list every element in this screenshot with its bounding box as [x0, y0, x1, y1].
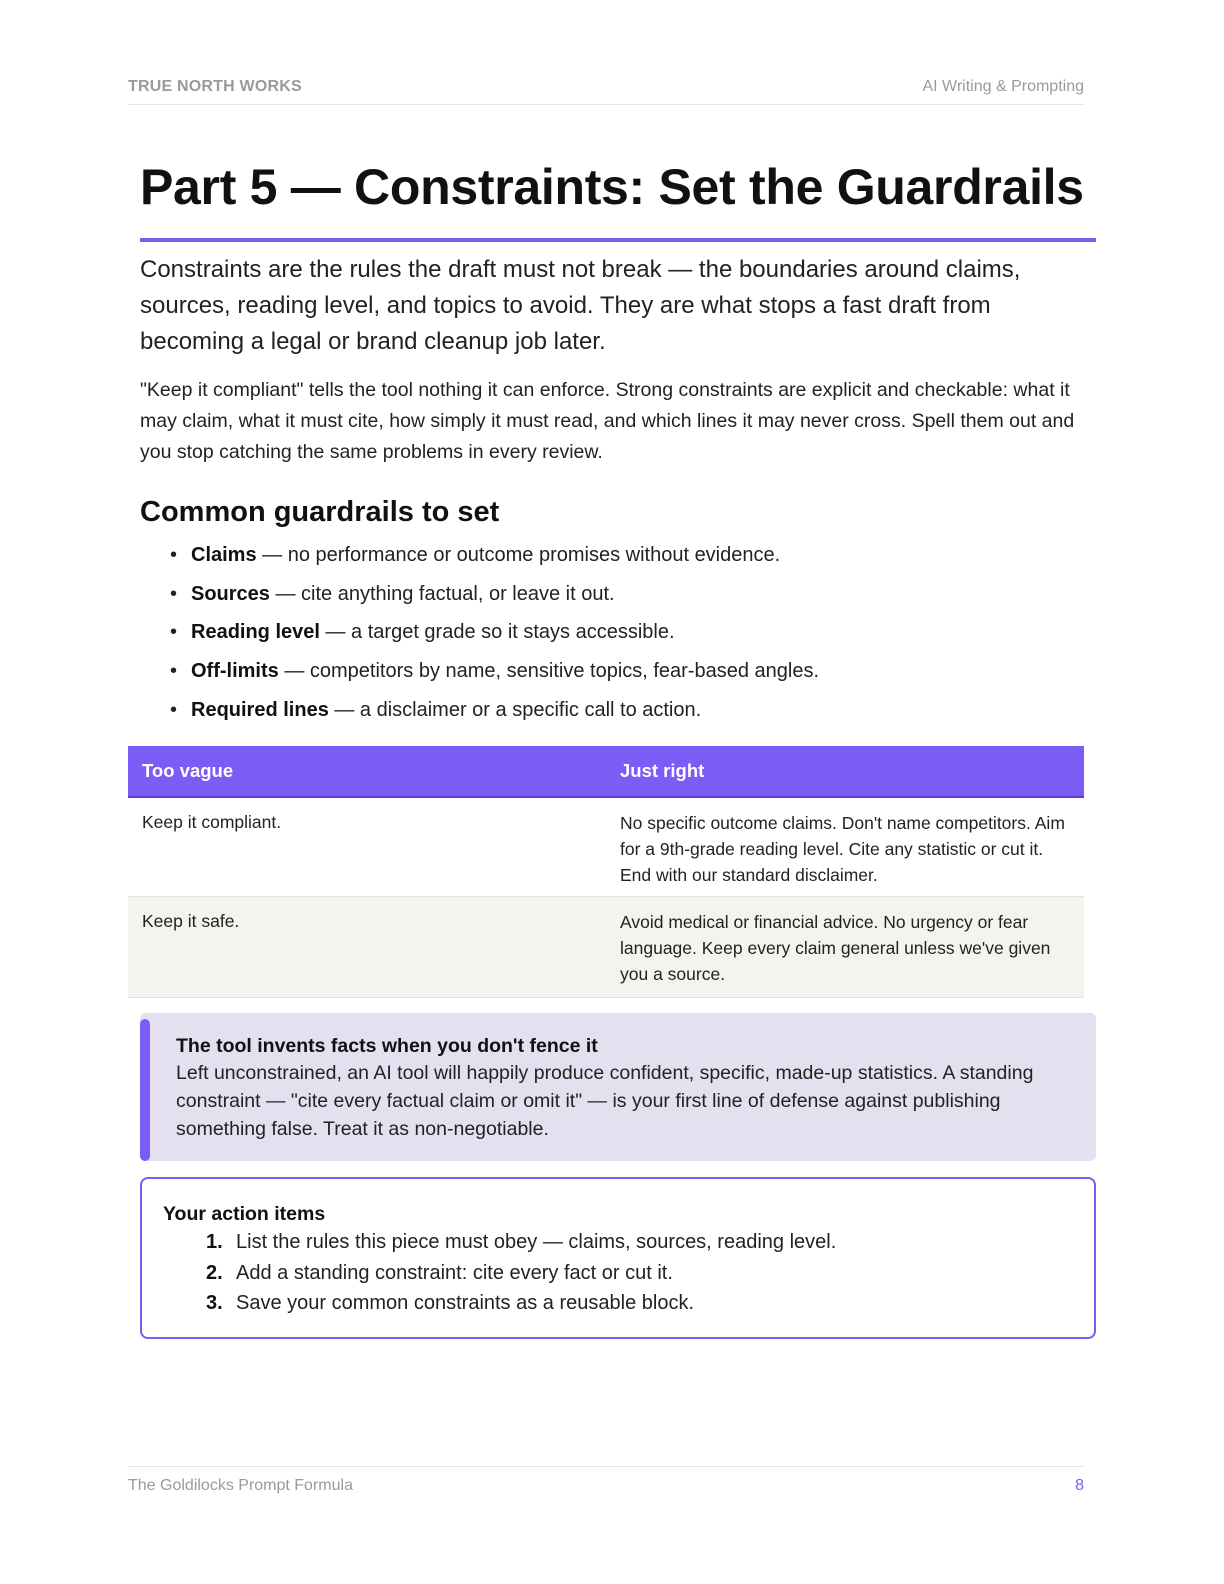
table-cell: Keep it compliant.	[142, 812, 282, 832]
action-items-box	[140, 1177, 1096, 1339]
callout-title: The tool invents facts when you don't fence it	[176, 1035, 598, 1057]
table-cell: Avoid medical or financial advice. No urgency or fear language. Keep every claim general unless we've given you a source.	[620, 912, 1051, 984]
comparison-table	[128, 746, 1084, 998]
callout-body: Left unconstrained, an AI tool will happily produce confident, specific, made-up statistics. A standing constraint — "cite every factual claim or omit it" — is your first line of defense against publishing something false. Treat it as non-negotiable.	[176, 1062, 1034, 1140]
item-text: — competitors by name, sensitive topics, fear-based angles.	[278, 660, 820, 683]
item-text: — cite anything factual, or leave it out.	[269, 582, 615, 605]
running-footer	[128, 1466, 1084, 1494]
item-text: — a target grade so it stays accessible.	[319, 621, 675, 644]
brand-name: TRUE NORTH WORKS	[128, 78, 302, 95]
column-header-too-vague: Too vague	[142, 760, 234, 781]
item-term: Off-limits	[191, 660, 279, 683]
list-item	[170, 543, 819, 582]
item-text: — no performance or outcome promises without evidence.	[256, 544, 781, 566]
item-number: 1.	[206, 1231, 223, 1253]
page-number: 8	[1075, 1477, 1084, 1494]
item-term: Sources	[191, 582, 270, 605]
item-text: List the rules this piece must obey — claims, sources, reading level.	[236, 1231, 837, 1253]
list-item	[170, 659, 819, 698]
action-items-list	[206, 1227, 836, 1319]
item-term: Claims	[191, 544, 257, 566]
item-text: Add a standing constraint: cite every fact or cut it.	[236, 1261, 673, 1284]
list-item	[170, 698, 819, 737]
bullet-icon: •	[170, 621, 178, 644]
action-item	[206, 1227, 836, 1258]
action-item	[206, 1258, 836, 1289]
body-paragraph: "Keep it compliant" tells the tool nothing it can enforce. Strong constraints are explicit and checkable: what it may claim, what it must cite, how simply it must read, and which lines it may never cross. Spell them out and you stop catching the same problems in every review.	[140, 379, 1075, 463]
callout-accent-bar	[140, 1019, 150, 1161]
guardrails-heading: Common guardrails to set	[140, 496, 500, 528]
running-header	[128, 76, 1084, 105]
document-title: The Goldilocks Prompt Formula	[128, 1477, 353, 1494]
lede-paragraph: Constraints are the rules the draft must not break — the boundaries around claims, sources, reading level, and topics to avoid. They are what stops a fast draft from becoming a legal or brand cleanup job later.	[140, 256, 1021, 355]
action-item	[206, 1288, 836, 1319]
section-name: AI Writing & Prompting	[922, 78, 1084, 95]
table-cell: No specific outcome claims. Don't name competitors. Aim for a 9th-grade reading level. Cite any statistic or cut it. End with our standard disclaimer.	[620, 813, 1065, 885]
item-term: Reading level	[191, 621, 320, 644]
table-cell: Keep it safe.	[142, 911, 240, 931]
item-term: Required lines	[191, 698, 329, 721]
list-item	[170, 582, 819, 621]
item-number: 2.	[206, 1261, 223, 1284]
list-item	[170, 620, 819, 659]
item-text: — a disclaimer or a specific call to action.	[328, 698, 702, 721]
bullet-icon: •	[170, 582, 178, 605]
warning-callout	[140, 1013, 1096, 1161]
bullet-icon: •	[170, 660, 178, 683]
title-divider	[140, 238, 1096, 242]
action-items-title: Your action items	[163, 1203, 326, 1225]
item-number: 3.	[206, 1292, 223, 1314]
bullet-icon: •	[170, 544, 178, 566]
table-header	[128, 746, 1084, 798]
page-title: Part 5 — Constraints: Set the Guardrails	[140, 159, 1084, 215]
bullet-icon: •	[170, 698, 178, 721]
table-row	[128, 798, 1084, 897]
column-header-just-right: Just right	[620, 760, 705, 781]
guardrails-list	[170, 543, 819, 736]
table-row	[128, 897, 1084, 998]
item-text: Save your common constraints as a reusable block.	[236, 1292, 694, 1314]
